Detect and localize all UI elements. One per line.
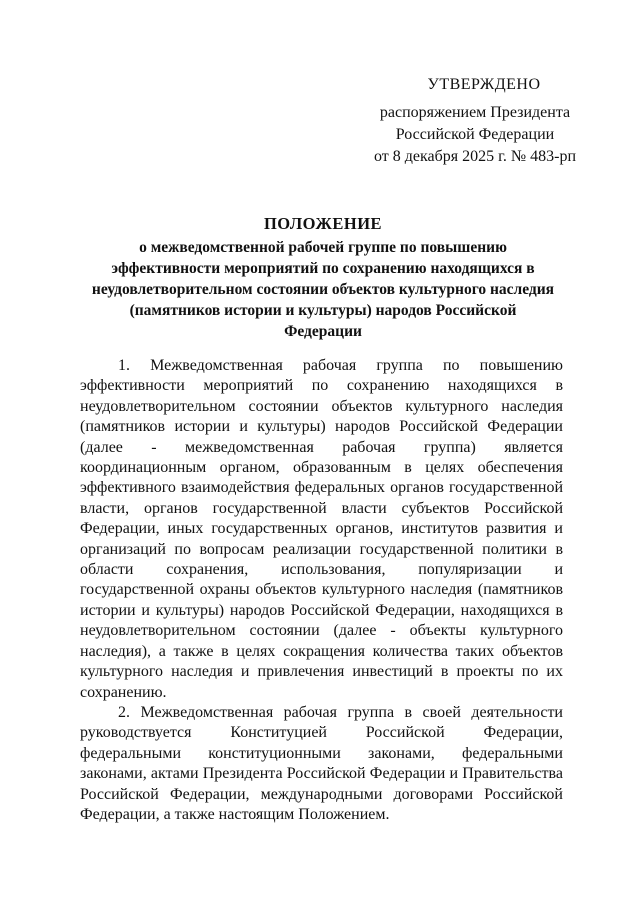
approved-label: УТВЕРЖДЕНО	[427, 76, 541, 93]
document-title: ПОЛОЖЕНИЕ	[263, 214, 383, 233]
document-subtitle-line: Федерации	[284, 323, 362, 340]
paragraph-1: 1. Межведомственная рабочая группа по повышению эффективности мероприятий по сохранению находящихся в неудовлетворительном состоянии объектов культурного наследия (памятников истории и культуры) народов Российской Федерации (далее - межведомственная рабочая группа) является координационным органом, образованным в целях обеспечения эффективного взаимодействия федеральных органов государственной власти, органов государственной власти субъектов Российской Федерации, иных государственных органов, институтов развития и организаций по вопросам реализации государственной политики в области сохранения, использования, популяризации и государственной охраны объектов культурного наследия (памятников истории и культуры) народов Российской Федерации, находящихся в неудовлетворительном состоянии (далее - объекты культурного наследия), а также в целях сокращения количества таких объектов культурного наследия и привлечения инвестиций в проекты по их сохранению.	[80, 357, 563, 701]
document-title-block	[78, 213, 568, 342]
approval-stamp	[340, 74, 590, 168]
paragraph-2: 2. Межведомственная рабочая группа в своей деятельности руководствуется Конституцией Российской Федерации, федеральными конституционными законами, федеральными законами, актами Президента Российской Федерации и Правительства Российской Федерации, международными договорами Российской Федерации, а также настоящим Положением.	[80, 703, 563, 823]
approval-line-3: от 8 декабря 2025 г. № 483-рп	[373, 148, 577, 165]
document-subtitle-line: неудовлетворительном состоянии объектов культурного наследия	[91, 281, 555, 298]
document-subtitle-line: (памятников истории и культуры) народов Российской	[129, 302, 517, 319]
document-subtitle-line: о межведомственной рабочей группе по повышению	[139, 239, 507, 256]
approval-line-2: Российской Федерации	[395, 126, 555, 143]
document-subtitle-line: эффективности мероприятий по сохранению находящихся в	[111, 260, 535, 277]
approval-line-1: распоряжением Президента	[379, 104, 571, 121]
document-body	[80, 356, 563, 825]
